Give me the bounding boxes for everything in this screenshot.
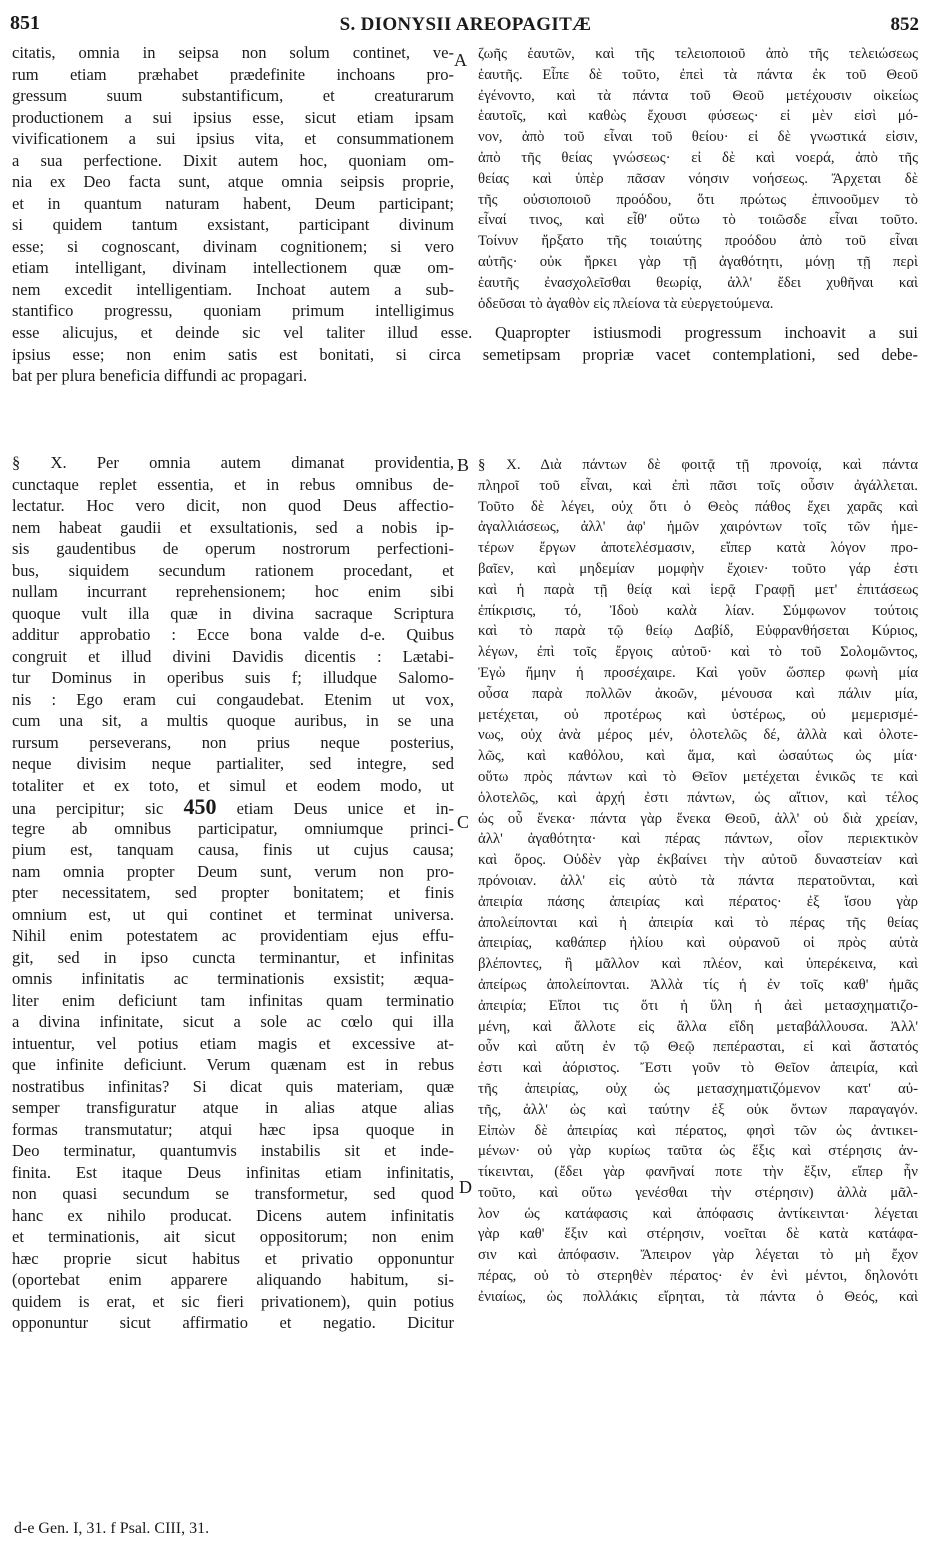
text-line: pium est, tanquam causa, finis ut cujus causa;: [12, 840, 454, 859]
text-line: si quidem tantum exsistant, participant divinum: [12, 215, 454, 234]
text-line: Deo terminatur, quantumvis instabilis sit et inde-: [12, 1141, 454, 1160]
left-column-number: 851: [10, 12, 40, 34]
text-line: lectatur. Hoc vero dicit, non quod Deus affectio-: [12, 496, 454, 515]
latin-full-width-passage: [12, 322, 918, 387]
text-line: rursum perseverans, non prius neque posterius,: [12, 732, 454, 752]
text-line: τοῦτο, καὶ οὕτω γενέσθαι τὴν στέρησιν) ἀλλὰ μᾶλ-: [478, 1184, 918, 1201]
text-line: nem excedit intelligentiam. Inchoat autem a sub-: [12, 279, 454, 299]
latin-column-top: [12, 42, 454, 322]
text-line: sis gaudentibus de operum nostrorum perfectioni-: [12, 539, 454, 558]
text-line: neque divisim neque partialiter, sed integre, sed: [12, 754, 454, 773]
text-line: πληροῖ τοῦ εἶναι, καὶ ἐπὶ πᾶσι τοῖς οὖσιν ἀγάλλεται.: [478, 477, 918, 494]
text-line: quidem is erat, et sic fieri privationem), quin potius: [12, 1291, 454, 1311]
margin-marker-b: B: [457, 455, 470, 475]
text-line: hanc ex nihilo producat. Dicens autem infinitatis: [12, 1205, 454, 1225]
text-line: νως, οὐχ ἀνὰ μέρος μέν, ὁλοτελῶς δέ, ἀλλὰ καὶ ὁλοτε-: [478, 727, 918, 744]
text-line: οὖν καὶ αὕτη ἐν τῷ Θεῷ πεπέρασται, εἰ καὶ ἄστατός: [478, 1039, 918, 1056]
text-line: ὁλοτελῶς, καὶ ἀρχή ἐστι πάντων, ὡς αἴτιον, καὶ τέλος: [478, 789, 918, 806]
text-line: vivificationem a sui ipsius vita, et consummationem: [12, 129, 454, 148]
text-line: pter necessitatem, sed propter bonitatem; et finis: [12, 883, 454, 902]
text-line: formas transmutatur; atqui hæc ipsa quoque in: [12, 1119, 454, 1139]
text-line: productionem a sui ipsius esse, sicut etiam ipsam: [12, 107, 454, 127]
text-line: liter enim deficiunt tam infinitas quam terminatio: [12, 990, 454, 1010]
text-line: τέρων ἔργων ἀποτελέσμασιν, εἴπερ κατὰ λόγον προ-: [478, 540, 918, 557]
text-line: πέρας, οὐ τὸ στερηθὲν πέρατος· ἐν ἑνὶ μέντοι, δηλονότι: [478, 1268, 918, 1285]
text-line: nem habeat gaudii et exsultationis, sed a nobis ip-: [12, 517, 454, 537]
text-line: σιν καὶ ἀπόφασιν. Ἄπειρον γὰρ λέγεται τὸ μὴ ἔχον: [478, 1247, 918, 1264]
text-line: αὐτῆς· οὐκ ἤρκει γὰρ τῇ ἀγαθότητι, μόνῃ τῇ περὶ: [478, 253, 918, 270]
text-line: οὖσα παρὰ πολλῶν ἀκοῶν, μένουσα καὶ πάλιν μία,: [478, 685, 918, 702]
text-line: ἀγαλλιάσεως, ἀλλ' ἀφ' ἡμῶν χαιρόντων τοῖς τῶν ἡμε-: [478, 519, 918, 536]
text-line: ἑαυτῆς. Εἶπε δὲ τοῦτο, ἐπεὶ τὰ πάντα ἐκ τοῦ Θεοῦ: [478, 66, 918, 83]
text-line: esse; si cognoscant, divinam cognitionem; si vero: [12, 236, 454, 256]
text-line: ἀπειρία; Εἴποι τις ὅτι ἡ ὕλη ἡ ἀεὶ μετασχηματιζο-: [478, 997, 918, 1014]
greek-column-bottom: [478, 455, 918, 1308]
text-line: Nihil enim potestatem ac providentiam ejus effu-: [12, 926, 454, 945]
text-line: ἀπὸ τῆς θείας γνώσεως· εἰ δὲ καὶ νοερά, ἀπὸ τῆς: [478, 149, 918, 166]
text-line: gressum suum substantificum, et creaturarum: [12, 86, 454, 105]
text-line: βλέποντες, ἢ μᾶλλον καὶ πλέον, καὶ ὑπερέκεινα, καὶ: [478, 956, 918, 973]
text-line: additur approbatio : Ecce bona valde d-e. Quibus: [12, 625, 454, 644]
text-line: τῆς οὐσιοποιοῦ προόδου, ὅτι πρώτως ἐπινοοῦμεν τὸ: [478, 191, 918, 208]
text-line: ὡς οὗ ἕνεκα· πάντα γὰρ ἕνεκα Θεοῦ, ἀλλ' οὐ διὰ χρείαν,: [478, 810, 918, 827]
text-line: non quasi secundum se transformetur, sed quod: [12, 1184, 454, 1203]
text-line: una percipitur; sic 450 etiam Deus unice et in-: [12, 796, 454, 818]
running-header: [0, 12, 931, 38]
text-line: μένη, καὶ ἄλλοτε εἰς ἄλλα εἴδη μεταβάλλουσα. Ἀλλ': [478, 1018, 918, 1035]
text-line: et terminationis, ait sicut oppositorum; non enim: [12, 1227, 454, 1246]
text-line: esse alicujus, et deinde sic vel taliter illud esse. Quapropter istiusmodi progressum inchoavit a sui: [12, 323, 918, 342]
text-line: τῆς ἀπειρίας, οὐχ ὡς μετασχηματιζόμενον κατ' αὐ-: [478, 1080, 918, 1097]
text-line: a divina infinitate, sicut a sole ac cœlo qui illa: [12, 1012, 454, 1031]
text-line: τῆς, ἀλλ' ὡς καὶ ταύτην ἐξ οὐκ ὄντων παραγαγόν.: [478, 1101, 918, 1118]
text-line: καὶ τὸ παρὰ τῷ θείῳ Δαβίδ, Εὐφρανθήσεται Κύριος,: [478, 623, 918, 640]
text-line: nis : Ego eram cui congaudebat. Etenim ut vox,: [12, 689, 454, 709]
text-line: ἑαυτῆς ἐνασχολεῖσθαι θεωρίᾳ, ἀλλ' ἔδει χυθῆναι καὶ: [478, 274, 918, 291]
text-line: λέγων, ἐπὶ τοῖς ἔργοις αὐτοῦ· καὶ τὸ τοῦ Σολομῶντος,: [478, 644, 918, 661]
text-line: opponuntur sicut affirmatio et negatio. Dicitur: [12, 1313, 454, 1332]
text-line: πρόνοιαν. ἀλλ' εἰς αὐτὸ τὰ πάντα περατοῦνται, καὶ: [478, 872, 918, 889]
text-line: a sua perfectione. Dixit autem hoc, quoniam om-: [12, 150, 454, 170]
text-line: omnis infinitatis ac terminationis exsistit; æqua-: [12, 969, 454, 988]
text-line: ἐπίκρισις, τό, Ἰδοὺ καλὰ λίαν. Σύμφωνον τούτοις: [478, 602, 918, 619]
text-line: ἀλλ' ἀγαθότητα· καὶ πέρας πάντων, οἷον περιεκτικὸν: [478, 831, 918, 848]
text-line: que infinite deficiunt. Verum quænam est in rebus: [12, 1055, 454, 1074]
text-line: cum una sit, a multis quoque auribus, in se una: [12, 711, 454, 730]
text-line: omnium est, ut qui continet et terminat universa.: [12, 904, 454, 924]
text-line: § Χ. Διὰ πάντων δὲ φοιτᾷ τῇ προνοίᾳ, καὶ πάντα: [478, 457, 918, 473]
text-line: finita. Est itaque Deus infinitas etiam infinitatis,: [12, 1162, 454, 1182]
text-line: intuentur, vel potius etiam magis et excessive at-: [12, 1033, 454, 1053]
running-title: S. DIONYSII AREOPAGITÆ: [339, 14, 592, 35]
folio-mark: 450: [183, 796, 217, 818]
text-line: λῶς, καὶ καθόλου, καὶ ἅμα, καὶ ὡσαύτως ὡς μία·: [478, 748, 918, 765]
text-line: νον, ἀπὸ τοῦ εἶναι τοῦ θείου· εἰ δὲ γνωστικά εἰσιν,: [478, 129, 918, 146]
text-line: Ἐγὼ ἤμην ἡ προσέχαιρε. Καὶ γοῦν ὥσπερ φωνὴ μία: [478, 664, 918, 681]
text-line: βαῖεν, καὶ μηδεμίαν μομφὴν ἔχοιεν· τοῦτο γάρ ἐστι: [478, 560, 918, 577]
text-line: γὰρ καθ' ἕξιν καὶ στέρησιν, νοεῖται δὲ κατὰ κατάφα-: [478, 1226, 918, 1243]
text-line: τίκεινται, (ἔδει γὰρ φανῆναί ποτε τὴν ἕξιν, εἴπερ ἦν: [478, 1164, 918, 1181]
text-line: ἀπειρία πάσης ἀπειρίας καὶ πέρατος· ἐξ ἴσου γὰρ: [478, 893, 918, 910]
text-line: μετέχεται, οὐ προτέρως καὶ ὑστέρως, οὐ μεμερισμέ-: [478, 706, 918, 723]
text-line: καὶ ὅρος. Οὐδὲν γὰρ ἐκβαίνει τὴν αὐτοῦ δυναστείαν καὶ: [478, 852, 918, 869]
text-line: καὶ ἡ παρὰ τῇ θείᾳ καὶ ἱερᾷ Γραφῇ μετ' ἐπιτάσεως: [478, 581, 918, 598]
text-line: totaliter et ex toto, et simul et eodem modo, ut: [12, 775, 454, 795]
text-line: ἀπείρως ἀπολείπονται. Ἀλλὰ τίς ἡ ἐν τοῖς καθ' ἡμᾶς: [478, 976, 918, 993]
text-line: ὁδεῦσαι τὸ ἀγαθὸν εἰς πλείονα τὰ εὐεργετούμενα.: [478, 295, 774, 312]
text-line: ἀπειρίας, καθάπερ ἡλίου καὶ οὐρανοῦ οἱ πρὸς αὐτὰ: [478, 935, 918, 952]
margin-marker-d: D: [459, 1177, 472, 1197]
text-line: tegre ab omnibus participatur, omniumque princi-: [12, 818, 454, 838]
text-line: εἶναί τινος, καὶ εἶθ' οὕτω τὸ τοιῶσδε εἶναι τοῦτο.: [478, 212, 918, 229]
text-line: ipsius esse; non enim satis est bonitati, si circa semetipsam propriæ vacet contemplationi, sed debe-: [12, 344, 918, 364]
text-line: μένων· οὐ γὰρ κυρίως ταῦτα ὡς ἕξις καὶ στέρησις ἀν-: [478, 1143, 918, 1160]
latin-column-bottom: [12, 452, 454, 1334]
text-line: λον ὡς κατάφασις καὶ ἀπόφασις ἀντίκεινται· λέγεται: [478, 1205, 918, 1222]
text-line: cunctaque replet essentia, et in rebus omnibus de-: [12, 474, 454, 494]
text-line: ἐστι καὶ ἀόριστος. Ἔστι γοῦν τὸ Θεῖον ἀπειρία, καὶ: [478, 1060, 918, 1077]
margin-marker-c: C: [457, 812, 470, 832]
text-line: Εἰπὼν δὲ ἀπειρίας καὶ πέρατος, φησὶ τῶν ὡς ἀντικει-: [478, 1122, 918, 1139]
margin-marker-a: A: [454, 50, 467, 70]
text-line: ζωῆς ἑαυτῶν, καὶ τῆς τελειοποιοῦ ἀπὸ τῆς τελειώσεως: [478, 46, 918, 62]
text-line: etiam intelligant, divinam intellectionem quæ om-: [12, 258, 454, 277]
text-line: ἀπολείπονται καὶ ἡ ἀπειρία καὶ τὸ πέρας τῆς θείας: [478, 914, 918, 931]
text-line: ἐγένοντο, καὶ τὰ πάντα τοῦ Θεοῦ μετέχουσιν οἰκείως: [478, 87, 918, 104]
text-line: congruit et illud divini Davidis dicentis : Lætabi-: [12, 646, 454, 666]
footnote: d-e Gen. I, 31. f Psal. CIII, 31.: [14, 1520, 210, 1537]
text-line: § X. Per omnia autem dimanat providentia,: [12, 453, 454, 472]
text-line: bat per plura beneficia diffundi ac propagari.: [12, 366, 308, 385]
text-line: ἐνιαίως, ὡς πολλάκις εἴρηται, τὰ πάντα ὁ Θεός, καὶ: [478, 1288, 918, 1305]
text-line: οὕτω πρὸς πάντων καὶ τὸ Θεῖον μετέχεται ἑνικῶς τε καὶ: [478, 768, 918, 785]
text-line: semper transfiguratur atque in alias atque alias: [12, 1098, 454, 1117]
text-line: nam omnia propter Deum sunt, verum non pro-: [12, 861, 454, 881]
text-line: nullam incurrant reprehensionem; hoc enim sibi: [12, 582, 454, 601]
greek-column-top: [478, 44, 918, 314]
text-line: ἑαυτοῖς, καὶ καθὼς ἔχουσι φύσεως· εἰ μὲν εἰσὶ μό-: [478, 108, 918, 125]
text-line: tur Dominus in operibus suis f; illudque Salomo-: [12, 668, 454, 687]
text-line: Τοίνυν ἤρξατο τῆς τοιαύτης προόδου ἀπὸ τοῦ εἶναι: [478, 233, 918, 250]
text-line: et in quantum naturam habent, Deum participant;: [12, 193, 454, 213]
text-line: nia ex Deo facta sunt, atque omnia seipsis proprie,: [12, 172, 454, 191]
text-line: hæc proprie sicut habitus et privatio opponuntur: [12, 1248, 454, 1268]
right-column-number: 852: [890, 14, 919, 35]
text-line: git, sed in ipso cuncta terminantur, et infinitas: [12, 947, 454, 967]
text-line: rum etiam præhabet prædefinite inchoans pro-: [12, 64, 454, 84]
text-line: nostratibus infinitas? Si dicat quis materiam, quæ: [12, 1076, 454, 1096]
text-line: Τοῦτο δὲ λέγει, οὐχ ὅτι ὁ Θεὸς πάθος ἔχει χαρᾶς καὶ: [478, 498, 918, 515]
text-line: stantifico progressu, quoniam primum intelligimus: [12, 301, 454, 320]
text-line: (oportebat enim apparere aliquando habitum, si-: [12, 1270, 454, 1289]
text-line: quoque vult illa quæ in divina sacraque Scriptura: [12, 603, 454, 623]
text-line: bus, siquidem secundum rationem procedant, et: [12, 560, 454, 580]
text-line: θείας καὶ ὑπὲρ πᾶσαν νόησιν νοήσεως. Ἄρχεται δὲ: [478, 170, 918, 187]
text-line: citatis, omnia in seipsa non solum continet, ve-: [12, 43, 454, 62]
